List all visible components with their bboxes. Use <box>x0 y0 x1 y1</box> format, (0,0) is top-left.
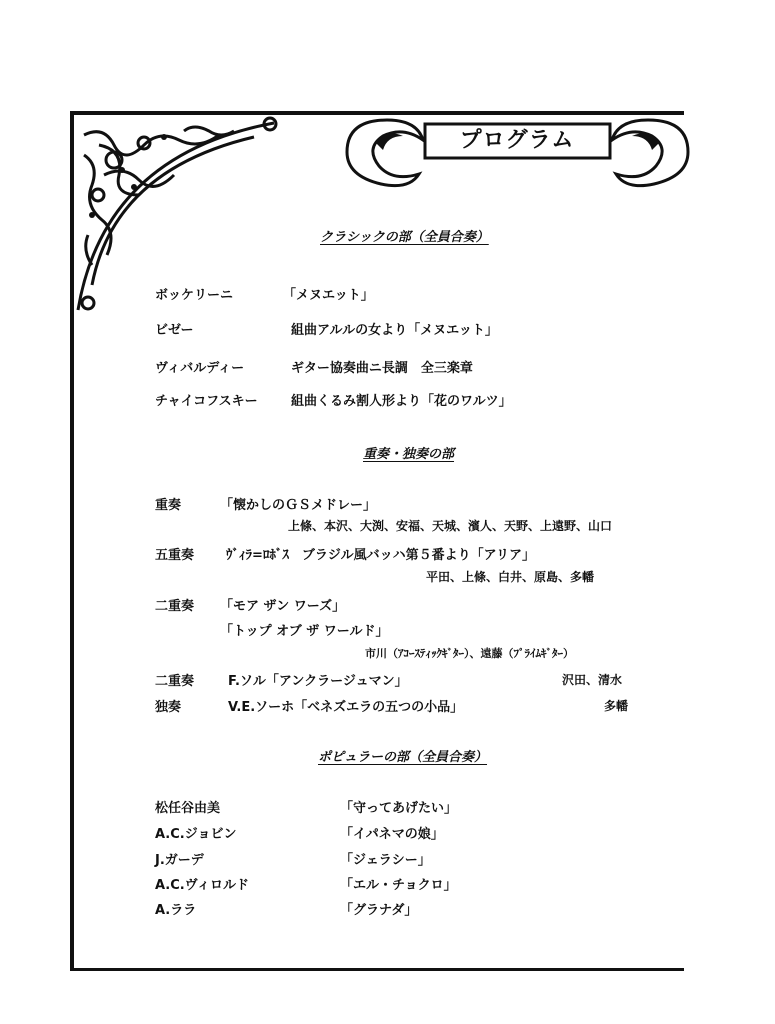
page-title: プログラム <box>459 128 575 153</box>
ensemble-piece-5: V.E.ソーホ「ベネズエラの五つの小品」 <box>228 700 464 715</box>
popular-piece-3: 「ジェラシー」 <box>340 853 431 868</box>
popular-composer-3: J.ガーデ <box>155 853 204 868</box>
ensemble-piece-2: ｳﾞｨﾗ=ﾛﾎﾞｽ ブラジル風バッハ第５番より「アリア」 <box>226 548 536 563</box>
popular-composer-1: 松任谷由美 <box>155 801 221 816</box>
ensemble-section-heading: 重奏・独奏の部 <box>363 447 455 462</box>
ensemble-type-2: 五重奏 <box>155 548 195 563</box>
frame-bottom-rule <box>70 968 684 971</box>
ensemble-players-2: 平田、上條、白井、原島、多幡 <box>426 570 595 584</box>
classic-piece-2: 組曲アルルの女より「メヌエット」 <box>291 323 498 338</box>
classic-composer-2: ビゼー <box>155 323 194 338</box>
classic-composer-1: ボッケリーニ <box>155 288 234 303</box>
ensemble-type-5: 独奏 <box>155 700 182 715</box>
popular-piece-5: 「グラナダ」 <box>340 903 418 918</box>
ensemble-players-3: 市川（ｱｺｰｽﾃｨｯｸｷﾞﾀｰ）、遠藤（ﾌﾟﾗｲﾑｷﾞﾀｰ） <box>365 647 574 660</box>
ensemble-piece-3a: 「モア ザン ワーズ」 <box>220 599 346 614</box>
ensemble-type-1: 重奏 <box>155 498 182 513</box>
classic-composer-3: ヴィバルディー <box>155 361 245 376</box>
popular-composer-5: A.ララ <box>155 903 197 918</box>
popular-composer-4: A.C.ヴィロルド <box>155 878 249 893</box>
classic-section-heading: クラシックの部（全員合奏） <box>320 230 489 245</box>
ensemble-players-4: 沢田、清水 <box>562 673 623 687</box>
ensemble-piece-1: 「懐かしのＧＳメドレー」 <box>220 498 377 513</box>
popular-composer-2: A.C.ジョビン <box>155 827 237 842</box>
popular-piece-4: 「エル・チョクロ」 <box>340 878 457 893</box>
ensemble-type-3: 二重奏 <box>155 599 195 614</box>
popular-piece-1: 「守ってあげたい」 <box>340 801 458 816</box>
popular-piece-2: 「イパネマの娘」 <box>340 827 444 842</box>
ensemble-players-1: 上條、本沢、大渕、安福、天城、濱人、天野、上遠野、山口 <box>288 519 613 533</box>
classic-composer-4: チャイコフスキー <box>155 394 258 409</box>
ensemble-players-5: 多幡 <box>604 699 629 713</box>
classic-piece-3: ギター協奏曲ニ長調 全三楽章 <box>291 361 473 376</box>
ensemble-piece-4: F.ソル「アンクラージュマン」 <box>228 674 408 689</box>
classic-piece-4: 組曲くるみ割人形より「花のワルツ」 <box>291 394 512 409</box>
popular-section-heading: ポピュラーの部（全員合奏） <box>318 750 488 765</box>
ensemble-piece-3b: 「トップ オブ ザ ワールド」 <box>220 624 389 639</box>
ensemble-type-4: 二重奏 <box>155 674 195 689</box>
classic-piece-1: 「メヌエット」 <box>283 288 374 303</box>
